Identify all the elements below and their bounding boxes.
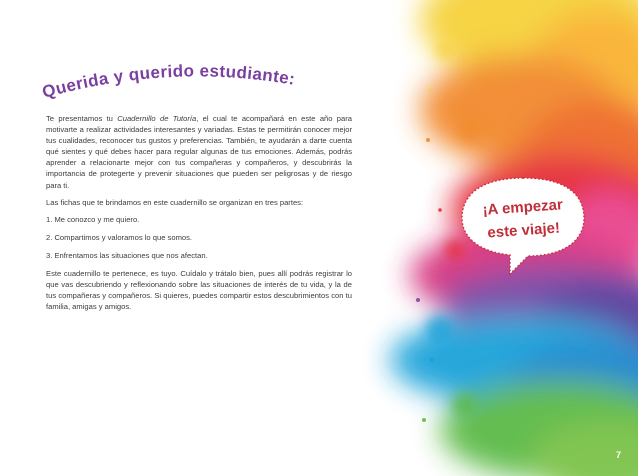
greeting-heading: [42, 56, 342, 116]
closing-paragraph: Este cuadernillo te pertenece, es tuyo. Cuídalo y trátalo bien, pues allí podrás registrar lo que vas descubriendo y reflexionando sobre las situaciones de interés de tu vida, y la de tus compañeras y compañeros. Si quieres, puedes compartir estos descubrimientos con tu familia, amigas y amigos.: [46, 269, 352, 312]
intro-body: [46, 113, 352, 318]
section-item: 3. Enfrentamos las situaciones que nos afectan.: [46, 250, 208, 260]
greeting-text: Querida y querido estudiante:: [40, 61, 297, 102]
page-number: 7: [616, 450, 622, 460]
section-item: 2. Compartimos y valoramos lo que somos.: [46, 232, 193, 242]
bubble-line-2: este viaje!: [486, 219, 561, 242]
callout-bubble: [458, 172, 588, 280]
bubble-line-1: ¡A empezar: [482, 196, 564, 219]
sections-intro: Las fichas que te brindamos en este cuadernillo se organizan en tres partes:: [46, 197, 304, 207]
section-item: 1. Me conozco y me quiero.: [46, 214, 140, 224]
intro-paragraph: Te presentamos tu Cuadernillo de Tutoría, el cual te acompañará en este año para motivarte a realizar actividades interesantes y variadas. Estas te permitirán conocer mejor tus cualidades, reconocer tus gustos y preferencias. También, te ayudarán a darte cuenta qué sientes y qué debes hacer para regular algunas de tus emociones. Además, podrás aprender a relacionarte mejor con tus compañeras y compañeros, y descubrirás la importancia de protegerte y prevenir situaciones que pueden ser peligrosas y de riesgo para ti.: [46, 114, 353, 190]
cuadernillo-title: Cuadernillo de Tutoría: [117, 114, 197, 123]
